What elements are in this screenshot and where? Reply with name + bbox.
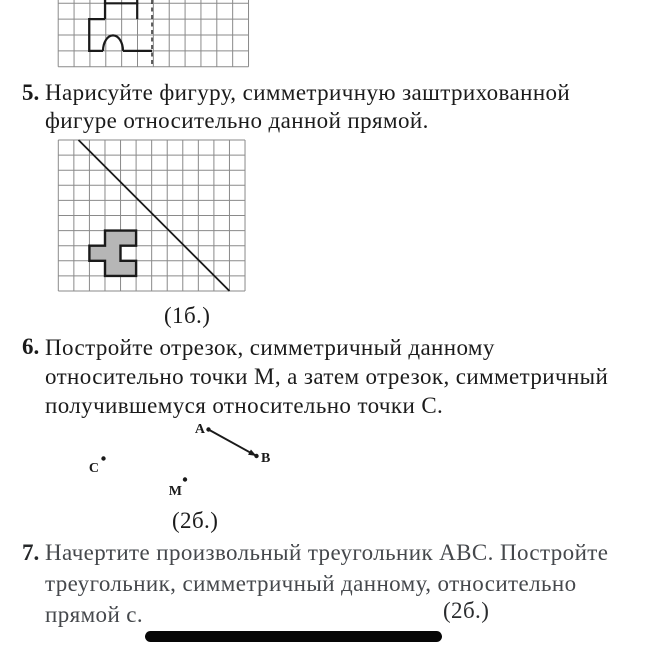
problem-6-text-line-2: относительно точки М, а затем отрезок, симметричный [45, 364, 609, 389]
problem-6-score: (2б.) [172, 508, 219, 533]
problem-7-text-line-2: треугольник, симметричный данному, относительно [45, 571, 577, 596]
task4-grid-figure [48, 0, 260, 70]
problem-7-number: 7. [22, 540, 40, 565]
problem-5-score: (1б.) [164, 303, 211, 328]
home-indicator-bar[interactable] [145, 631, 442, 642]
problem-6-points-figure [75, 412, 285, 507]
problem-7-text-line-3: прямой с. [45, 602, 144, 627]
problem-7-text-line-1: Начертите произвольный треугольник АВС. Постройте [45, 540, 609, 565]
problem-5-grid-figure [48, 130, 258, 300]
point-label-A: A [194, 422, 205, 437]
problem-6-text-line-1: Постройте отрезок, симметричный данному [45, 335, 495, 360]
problem-5-text-line-2: фигуре относительно данной прямой. [45, 108, 429, 133]
problem-5-text-line-1: Нарисуйте фигуру, симметричную заштрихованной [45, 80, 571, 105]
problem-6-text-line-3: получившемуся относительно точки С. [45, 393, 444, 418]
problem-7-score: (2б.) [443, 598, 490, 623]
point-label-B: B [261, 451, 271, 466]
point-label-C: C [88, 461, 99, 476]
point-label-M: M [168, 484, 182, 499]
problem-5-number: 5. [22, 80, 40, 105]
problem-6-number: 6. [22, 334, 40, 359]
